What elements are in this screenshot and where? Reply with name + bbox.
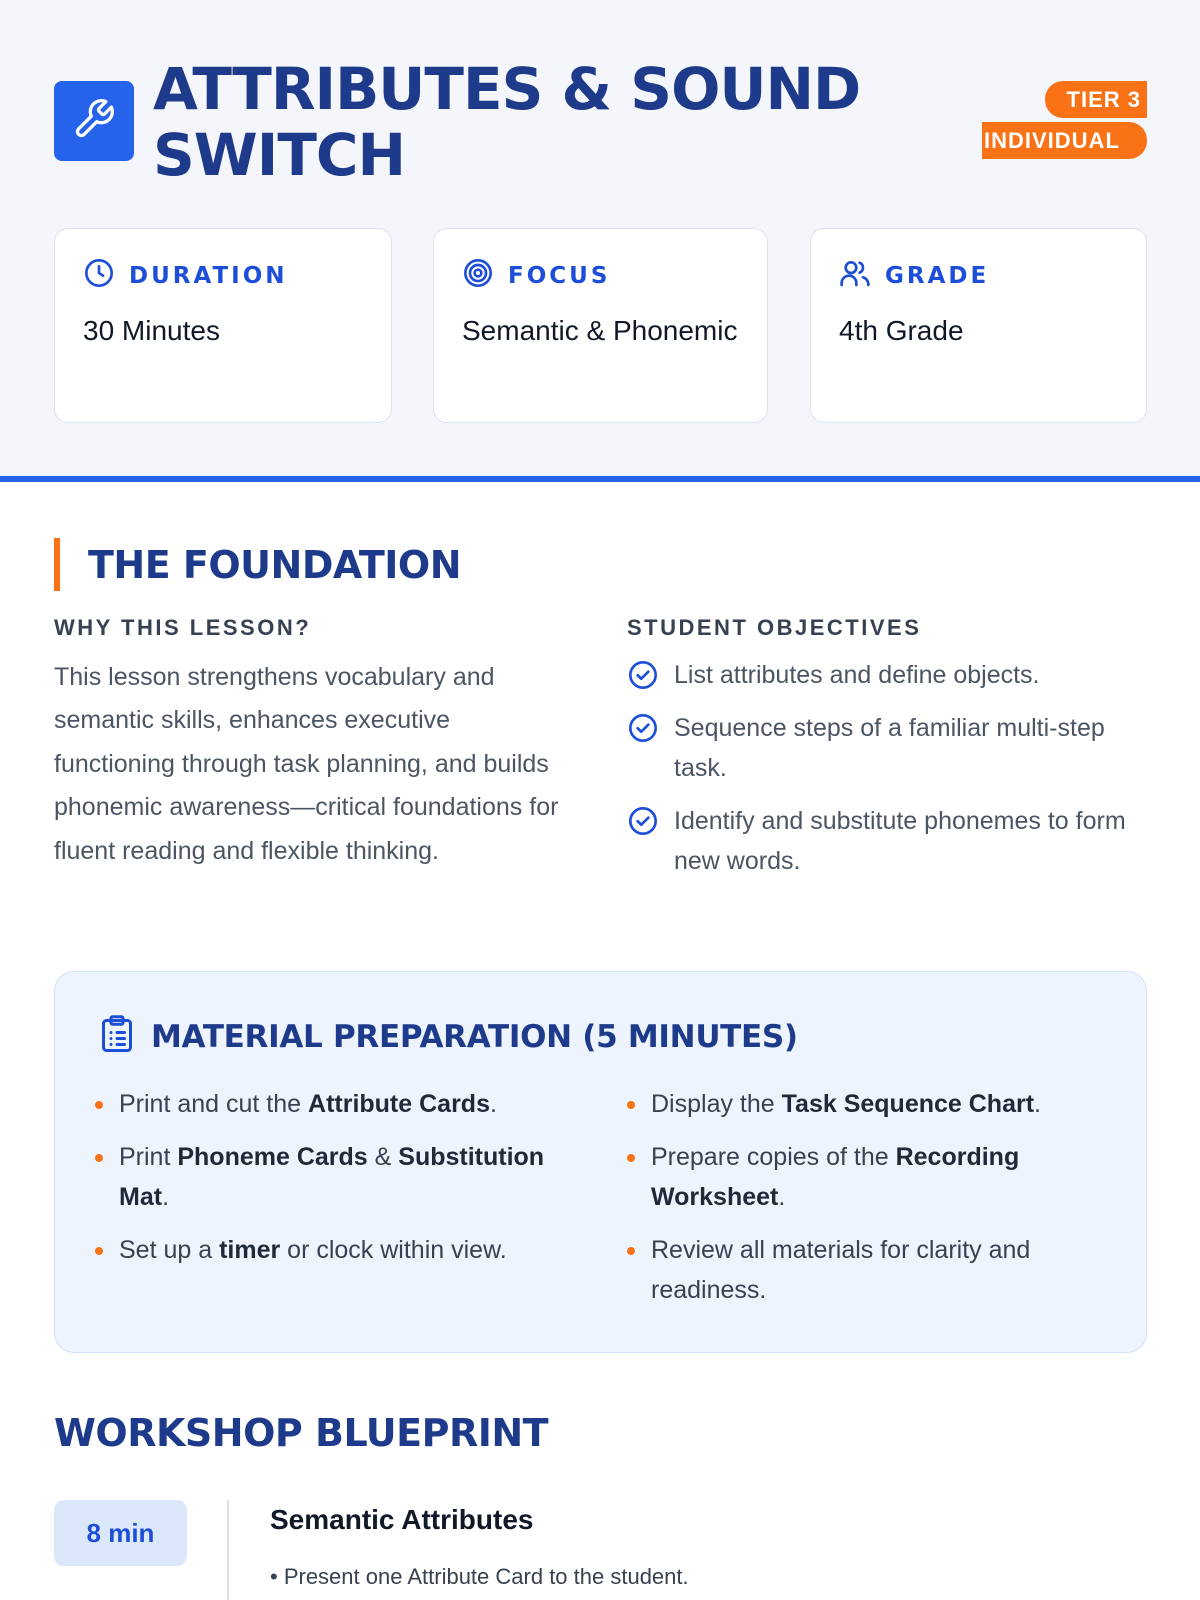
prep-item: Review all materials for clarity and readiness. (627, 1230, 1107, 1310)
material-prep-panel (54, 971, 1147, 1353)
prep-item: Prepare copies of the Recording Worksheet. (627, 1137, 1107, 1217)
objectives-list (627, 655, 1147, 894)
clock-icon (83, 257, 115, 295)
grade-value: 4th Grade (839, 315, 964, 346)
objective-item: List attributes and define objects. (627, 655, 1147, 695)
activity-title: Semantic Attributes (270, 1504, 534, 1535)
workshop-title: WORKSHOP BLUEPRINT (54, 1411, 549, 1455)
users-icon (839, 257, 871, 295)
activity-duration-pill: 8 min (54, 1500, 187, 1566)
group-badge: INDIVIDUAL (982, 122, 1147, 159)
prep-list-left (95, 1084, 565, 1283)
grade-label: GRADE (885, 263, 990, 289)
duration-card (54, 228, 392, 423)
lesson-logo (54, 81, 134, 161)
prep-item: Set up a timer or clock within view. (95, 1230, 565, 1270)
check-circle-icon (627, 805, 659, 837)
clipboard-icon (99, 1014, 135, 1059)
page-title: ATTRIBUTES & SOUND SWITCH (153, 55, 861, 189)
lesson-header (0, 0, 1200, 482)
target-icon (462, 257, 494, 295)
duration-label: DURATION (129, 263, 288, 289)
grade-card (810, 228, 1147, 423)
section-accent-bar (54, 538, 60, 591)
duration-value: 30 Minutes (83, 315, 220, 346)
material-prep-title: MATERIAL PREPARATION (5 MINUTES) (151, 1018, 798, 1055)
objective-item: Sequence steps of a familiar multi-step task. (627, 708, 1147, 788)
prep-item: Display the Task Sequence Chart. (627, 1084, 1107, 1124)
timeline-divider (227, 1500, 229, 1600)
focus-label: FOCUS (508, 263, 611, 289)
activity-step: • Present one Attribute Card to the student. (270, 1564, 689, 1589)
prep-item: Print Phoneme Cards & Substitution Mat. (95, 1137, 565, 1217)
foundation-title: THE FOUNDATION (88, 543, 461, 587)
focus-card (433, 228, 768, 423)
check-circle-icon (627, 659, 659, 691)
focus-value: Semantic & Phonemic (462, 315, 738, 346)
why-heading: WHY THIS LESSON? (54, 615, 312, 640)
objectives-heading: STUDENT OBJECTIVES (627, 615, 922, 640)
tier-badge: TIER 3 (1045, 81, 1147, 118)
why-body: This lesson strengthens vocabulary and semantic skills, enhances executive functioning through task planning, and builds phonemic awareness—critical foundations for fluent reading and flexible thinking. (54, 663, 559, 865)
objective-item: Identify and substitute phonemes to form new words. (627, 801, 1147, 881)
prep-list-right (627, 1084, 1107, 1323)
wrench-icon (72, 97, 116, 146)
check-circle-icon (627, 712, 659, 744)
prep-item: Print and cut the Attribute Cards. (95, 1084, 565, 1124)
